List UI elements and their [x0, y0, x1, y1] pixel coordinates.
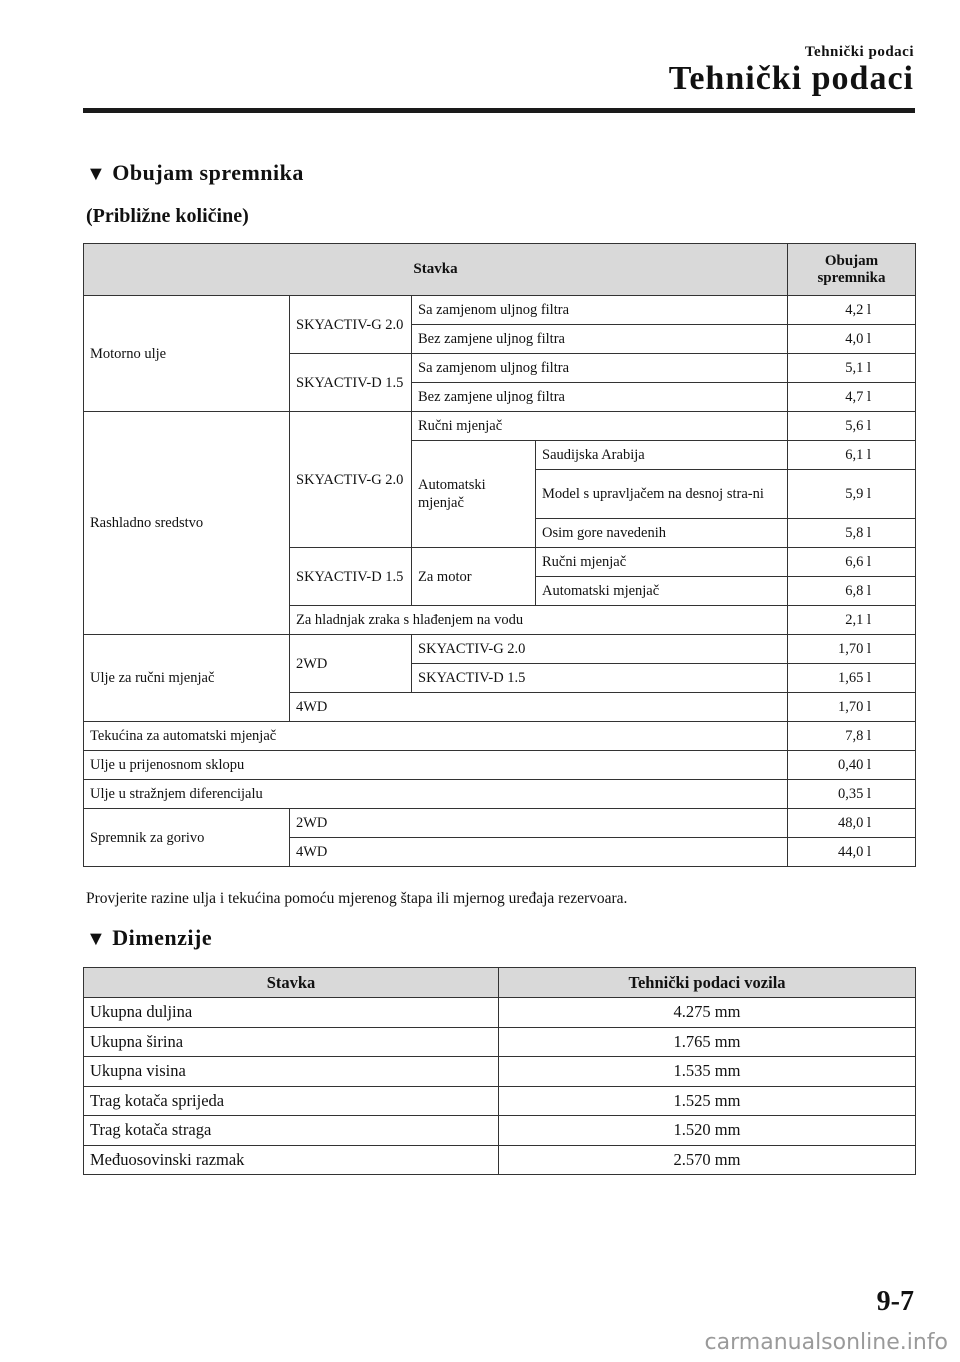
- dimension-label: Ukupna duljina: [84, 998, 499, 1028]
- capacity-value: 6,6 l: [788, 548, 916, 577]
- row-label-fuel-tank: Spremnik za gorivo: [84, 809, 290, 867]
- table-header-row: [84, 244, 916, 296]
- table-row: [84, 1145, 916, 1175]
- capacity-value: 5,6 l: [788, 412, 916, 441]
- capacity-value: 1,65 l: [788, 664, 916, 693]
- section-title: Obujam spremnika: [112, 160, 304, 185]
- dimension-label: Međuosovinski razmak: [84, 1145, 499, 1175]
- capacity-value: 0,40 l: [788, 751, 916, 780]
- engine-variant: SKYACTIV-G 2.0: [412, 635, 788, 664]
- table-row: [84, 296, 916, 325]
- capacity-value: 1,70 l: [788, 693, 916, 722]
- table-row: [84, 722, 916, 751]
- capacity-value: 4,0 l: [788, 325, 916, 354]
- table-row: [84, 998, 916, 1028]
- condition: Ručni mjenjač: [536, 548, 788, 577]
- capacity-value: 5,1 l: [788, 354, 916, 383]
- condition: Osim gore navedenih: [536, 519, 788, 548]
- header-spec: Tehnički podaci vozila: [499, 968, 916, 998]
- section-subtitle: (Približne količine): [86, 205, 249, 227]
- condition: Saudijska Arabija: [536, 441, 788, 470]
- condition: Bez zamjene uljnog filtra: [412, 325, 788, 354]
- table-header-row: [84, 968, 916, 998]
- triangle-bullet-icon: ▼: [86, 928, 107, 950]
- table-row: [84, 1116, 916, 1146]
- row-label-rear-diff: Ulje u stražnjem diferencijalu: [84, 780, 788, 809]
- header-item: Stavka: [84, 968, 499, 998]
- capacity-value: 44,0 l: [788, 838, 916, 867]
- section-title: Dimenzije: [112, 925, 213, 950]
- section-heading-capacity: [86, 160, 304, 186]
- engine-variant: SKYACTIV-D 1.5: [290, 354, 412, 412]
- table-row: [84, 1057, 916, 1087]
- engine-variant: SKYACTIV-D 1.5: [412, 664, 788, 693]
- header-item: Stavka: [84, 244, 788, 296]
- drive-type: 4WD: [290, 693, 788, 722]
- table-row: [84, 1086, 916, 1116]
- capacity-table: [83, 243, 916, 867]
- capacity-value: 2,1 l: [788, 606, 916, 635]
- dimensions-table: [83, 967, 916, 1175]
- dimension-label: Trag kotača sprijeda: [84, 1086, 499, 1116]
- drive-type: 2WD: [290, 635, 412, 693]
- condition: Ručni mjenjač: [412, 412, 788, 441]
- engine-variant: SKYACTIV-D 1.5: [290, 548, 412, 606]
- header-divider: [83, 108, 915, 113]
- transmission-type: Automatski mjenjač: [412, 441, 536, 548]
- table-row: [84, 412, 916, 441]
- watermark: carmanualsonline.info: [704, 1330, 948, 1355]
- drive-type: 2WD: [290, 809, 788, 838]
- capacity-value: 1,70 l: [788, 635, 916, 664]
- capacity-value: 4,2 l: [788, 296, 916, 325]
- row-label-coolant: Rashladno sredstvo: [84, 412, 290, 635]
- section-heading-dimensions: [86, 925, 212, 951]
- table-row: [84, 809, 916, 838]
- row-label-engine-oil: Motorno ulje: [84, 296, 290, 412]
- row-label-atf: Tekućina za automatski mjenjač: [84, 722, 788, 751]
- capacity-value: 48,0 l: [788, 809, 916, 838]
- capacity-value: 5,8 l: [788, 519, 916, 548]
- engine-variant: SKYACTIV-G 2.0: [290, 296, 412, 354]
- note-text: Provjerite razine ulja i tekućina pomoću mjerenog štapa ili mjernog uređaja rezervoara.: [86, 890, 628, 907]
- condition: Za hladnjak zraka s hlađenjem na vodu: [290, 606, 788, 635]
- header-section-label: Tehnički podaci: [804, 44, 914, 60]
- dimension-label: Ukupna širina: [84, 1027, 499, 1057]
- table-row: [84, 1027, 916, 1057]
- condition: Bez zamjene uljnog filtra: [412, 383, 788, 412]
- drive-type: 4WD: [290, 838, 788, 867]
- dimension-value: 1.525 mm: [499, 1086, 916, 1116]
- engine-variant: SKYACTIV-G 2.0: [290, 412, 412, 548]
- dimension-value: 1.520 mm: [499, 1116, 916, 1146]
- dimension-value: 2.570 mm: [499, 1145, 916, 1175]
- row-label-mt-oil: Ulje za ručni mjenjač: [84, 635, 290, 722]
- dimension-value: 1.535 mm: [499, 1057, 916, 1087]
- condition: Model s upravljačem na desnoj stra-ni: [536, 470, 788, 519]
- table-row: [84, 635, 916, 664]
- page-number: 9-7: [876, 1286, 914, 1317]
- condition: Automatski mjenjač: [536, 577, 788, 606]
- transmission-type: Za motor: [412, 548, 536, 606]
- row-label-transfer: Ulje u prijenosnom sklopu: [84, 751, 788, 780]
- table-row: [84, 780, 916, 809]
- dimension-label: Ukupna visina: [84, 1057, 499, 1087]
- capacity-value: 6,8 l: [788, 577, 916, 606]
- page-title: Tehnički podaci: [668, 60, 914, 97]
- capacity-value: 7,8 l: [788, 722, 916, 751]
- table-row: [84, 751, 916, 780]
- dimension-value: 4.275 mm: [499, 998, 916, 1028]
- dimension-label: Trag kotača straga: [84, 1116, 499, 1146]
- capacity-value: 4,7 l: [788, 383, 916, 412]
- triangle-bullet-icon: ▼: [86, 163, 107, 185]
- capacity-value: 5,9 l: [788, 470, 916, 519]
- capacity-value: 6,1 l: [788, 441, 916, 470]
- condition: Sa zamjenom uljnog filtra: [412, 354, 788, 383]
- header-capacity: Obujam spremnika: [788, 244, 916, 296]
- capacity-value: 0,35 l: [788, 780, 916, 809]
- dimension-value: 1.765 mm: [499, 1027, 916, 1057]
- condition: Sa zamjenom uljnog filtra: [412, 296, 788, 325]
